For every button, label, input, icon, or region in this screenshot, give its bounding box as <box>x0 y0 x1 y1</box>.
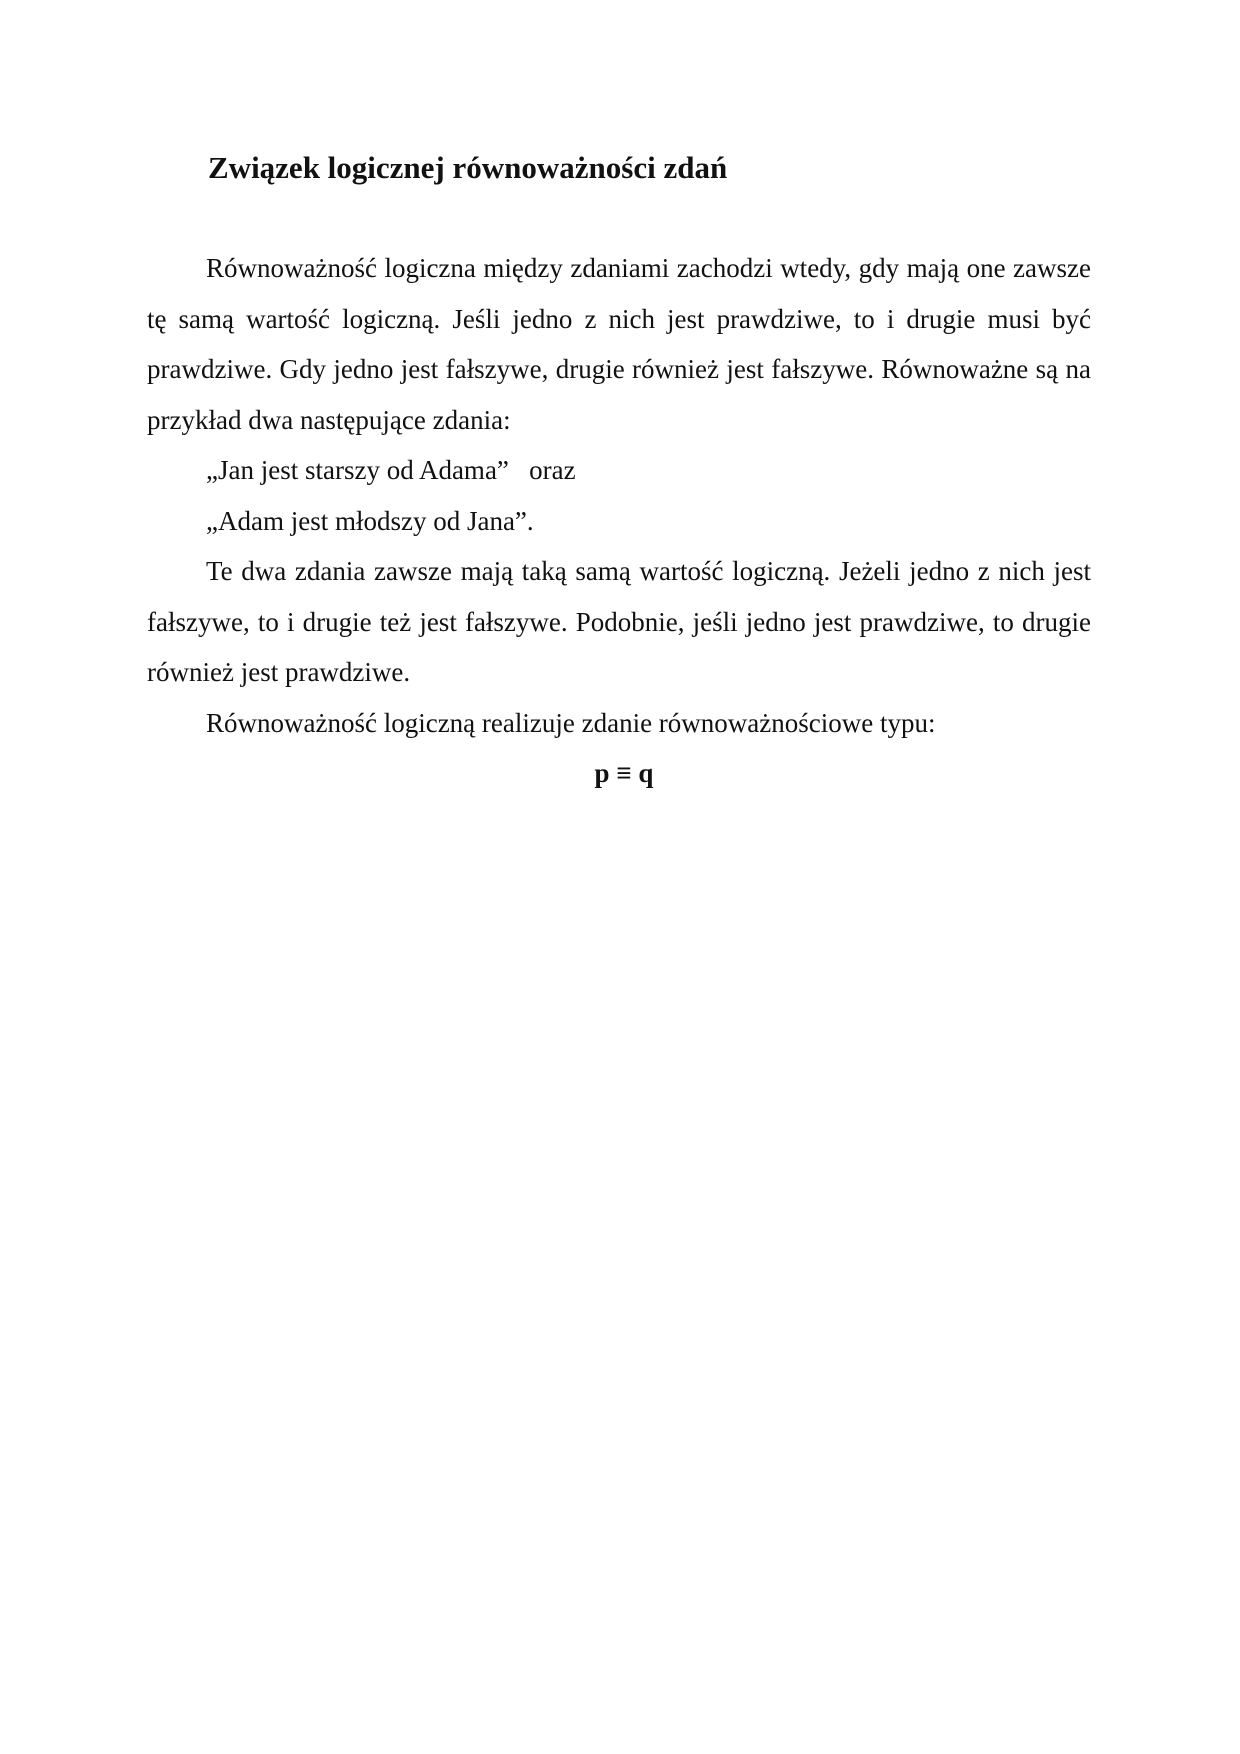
document-body <box>147 243 1091 799</box>
paragraph-realization: Równoważność logiczną realizuje zdanie równoważnościowe typu: <box>206 707 936 738</box>
paragraph-definition: Równoważność logiczna między zdaniami zachodzi wtedy, gdy mają one zawsze tę samą wartość logiczną. Jeśli jedno z nich jest prawdziwe, to i drugie musi być prawdziwe. Gdy jedno jest fałszywe, drugie również jest fałszywe. Równoważne są na przykład dwa następujące zdania: <box>147 253 1091 435</box>
example-sentence-2: „Adam jest młodszy od Jana”. <box>206 505 534 536</box>
document-title: Związek logicznej równoważności zdań <box>208 150 728 185</box>
equivalence-formula: p ≡ q <box>594 758 654 788</box>
example-sentence-1: „Jan jest starszy od Adama” oraz <box>206 455 576 485</box>
paragraph-explanation: Te dwa zdania zawsze mają taką samą wartość logiczną. Jeżeli jedno z nich jest fałszywe, to i drugie też jest fałszywe. Podobnie, jeśli jedno jest prawdziwe, to drugie również jest prawdziwe. <box>147 556 1091 687</box>
